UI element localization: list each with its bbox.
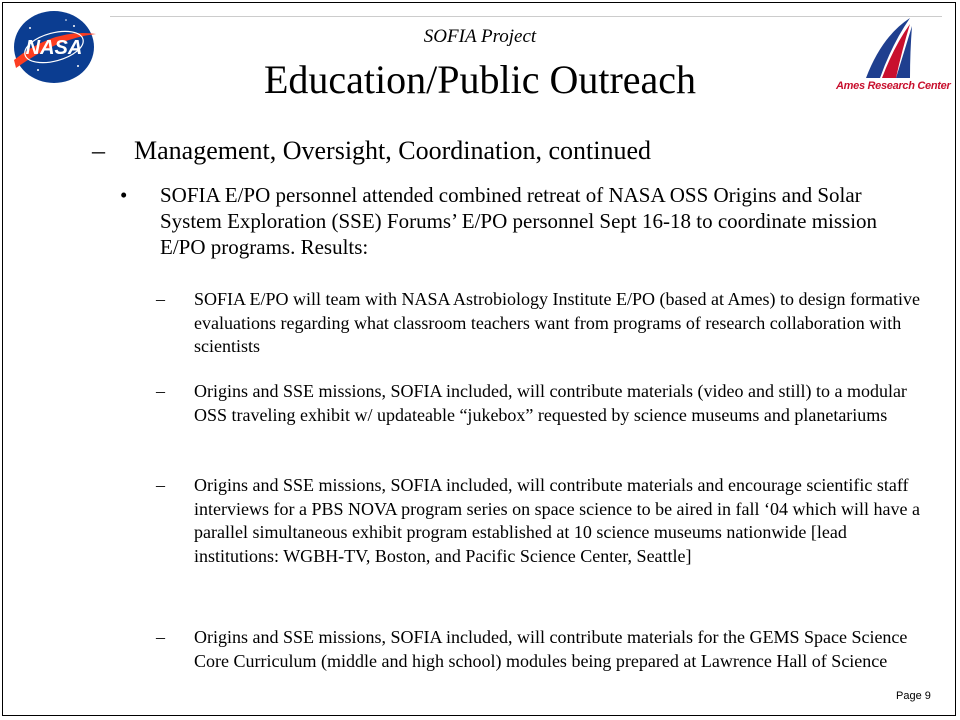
sub-item (156, 288, 936, 359)
page-title: Education/Public Outreach (263, 57, 697, 102)
sub-item-dash: – (156, 381, 165, 401)
sub-item (156, 474, 936, 568)
main-bullet (120, 182, 920, 260)
slide-frame (2, 2, 956, 716)
ames-logo-text: Ames Research Center (836, 80, 951, 92)
section-heading (92, 136, 651, 166)
sub-item-text: Origins and SSE missions, SOFIA included, will contribute materials and encourage scientific staff interviews for a PBS NOVA program series on space science to be aired in fall ‘04 which will have a parallel simultaneous exhibit program established at 10 science museums nationwide [lead institutions: WGBH-TV, Boston, and Pacific Science Center, Seattle] (194, 475, 920, 566)
sub-item (156, 626, 936, 673)
sub-item-text: Origins and SSE missions, SOFIA included, will contribute materials (video and still) to a modular OSS traveling exhibit w/ updateable “jukebox” requested by science museums and planetariums (194, 381, 907, 425)
sub-item-text: SOFIA E/PO will team with NASA Astrobiology Institute E/PO (based at Ames) to design formative evaluations regarding what classroom teachers want from programs of research collaboration with scientists (194, 289, 920, 356)
bullet-text: SOFIA E/PO personnel attended combined retreat of NASA OSS Origins and Solar System Exploration (SSE) Forums’ E/PO personnel Sept 16-18 to coordinate mission E/PO programs. Results: (160, 183, 878, 259)
sub-item-text: Origins and SSE missions, SOFIA included, will contribute materials for the GEMS Space Science Core Curriculum (middle and high school) modules being prepared at Lawrence Hall of Science (194, 627, 908, 671)
sub-item (156, 380, 936, 427)
heading-dash: – (92, 136, 105, 165)
sub-item-dash: – (156, 475, 165, 495)
sub-item-dash: – (156, 627, 165, 647)
heading-text: Management, Oversight, Coordination, continued (134, 136, 652, 165)
page-number: Page 9 (896, 690, 931, 702)
sub-item-dash: – (156, 289, 165, 309)
bullet-marker: • (120, 183, 128, 207)
header-rule (110, 16, 942, 17)
svg-text:NASA: NASA (25, 37, 83, 59)
project-name: SOFIA Project (423, 26, 537, 47)
